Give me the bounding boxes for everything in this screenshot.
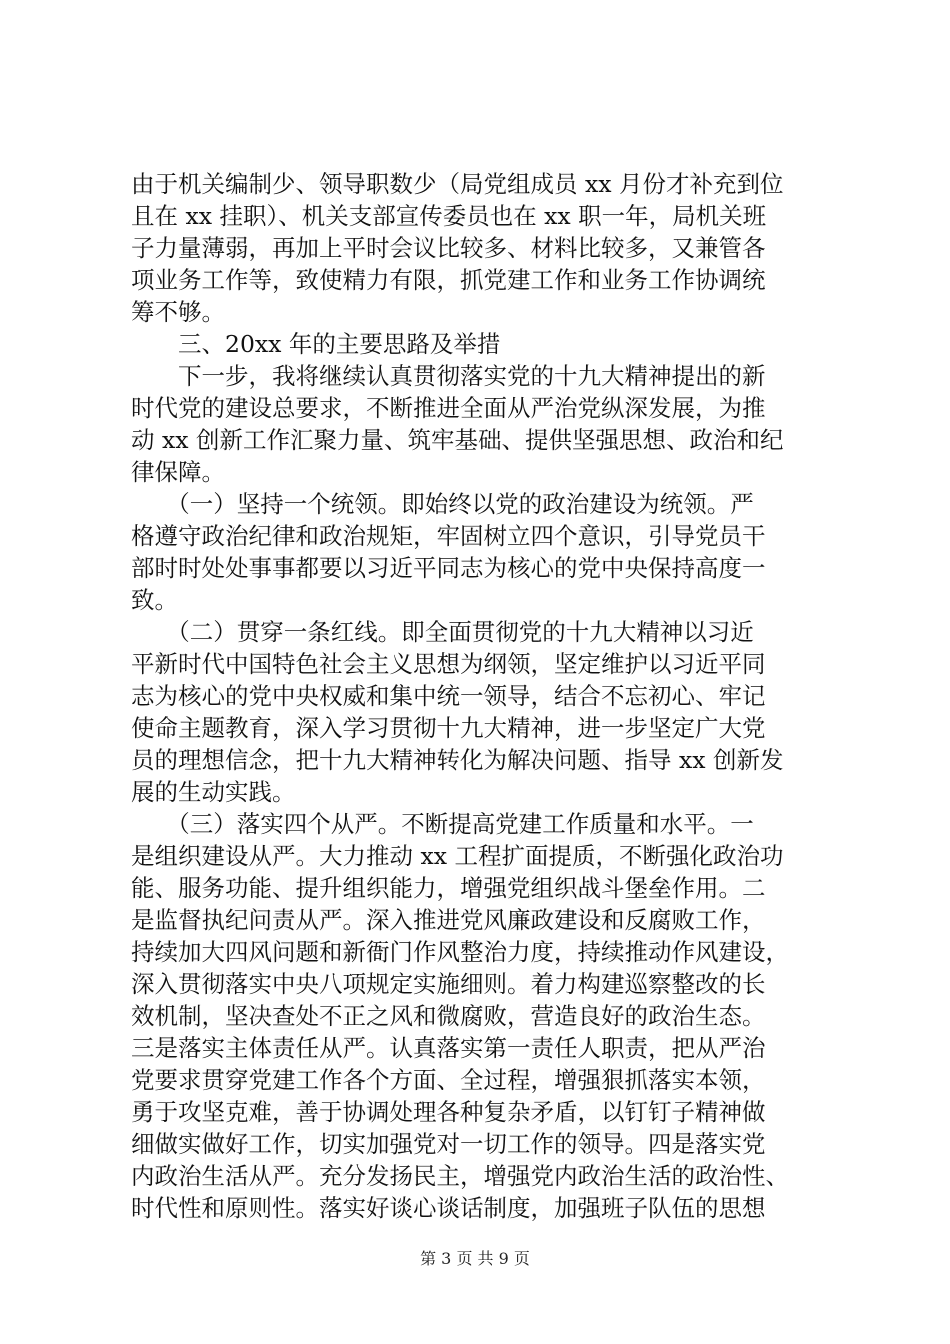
text-line: 展的生动实践。 — [131, 778, 296, 806]
text-line: 是组织建设从严。大力推动 xx 工程扩面提质，不断强化政治功 — [131, 842, 784, 870]
document-body — [131, 168, 831, 1224]
text-line: 内政治生活从严。充分发扬民主，增强党内政治生活的政治性、 — [131, 1162, 789, 1190]
text-line: （一）坚持一个统领。即始终以党的政治建设为统领。严 — [131, 490, 754, 518]
text-line: （二）贯穿一条红线。即全面贯彻党的十九大精神以习近 — [131, 618, 754, 646]
text-line: 是监督执纪问责从严。深入推进党风廉政建设和反腐败工作， — [131, 906, 766, 934]
page-footer: 第 3 页 共 9 页 — [420, 1249, 530, 1268]
text-line: 志为核心的党中央权威和集中统一领导，结合不忘初心、牢记 — [131, 682, 766, 710]
text-line: 三、20xx 年的主要思路及举措 — [131, 330, 501, 358]
text-line: （三）落实四个从严。不断提高党建工作质量和水平。一 — [131, 810, 754, 838]
text-line: 时代性和原则性。落实好谈心谈话制度，加强班子队伍的思想 — [131, 1194, 766, 1222]
text-line: 律保障。 — [131, 458, 225, 486]
text-line: 效机制，坚决查处不正之风和微腐败，营造良好的政治生态。 — [131, 1002, 766, 1030]
text-line: 子力量薄弱，再加上平时会议比较多、材料比较多，又兼管各 — [131, 234, 766, 262]
text-line: 三是落实主体责任从严。认真落实第一责任人职责，把从严治 — [131, 1034, 766, 1062]
text-line: 平新时代中国特色社会主义思想为纲领，坚定维护以习近平同 — [131, 650, 766, 678]
text-line: 部时时处处事事都要以习近平同志为核心的党中央保持高度一 — [131, 554, 766, 582]
text-line: 下一步，我将继续认真贯彻落实党的十九大精神提出的新 — [131, 362, 766, 390]
text-line: 项业务工作等，致使精力有限，抓党建工作和业务工作协调统 — [131, 266, 766, 294]
text-line: 时代党的建设总要求，不断推进全面从严治党纵深发展，为推 — [131, 394, 766, 422]
text-line: 由于机关编制少、领导职数少（局党组成员 xx 月份才补充到位 — [131, 170, 784, 198]
text-line: 致。 — [131, 586, 178, 614]
text-line: 能、服务功能、提升组织能力，增强党组织战斗堡垒作用。二 — [131, 874, 766, 902]
text-line: 且在 xx 挂职）、机关支部宣传委员也在 xx 职一年，局机关班 — [131, 202, 767, 230]
text-line: 党要求贯穿党建工作各个方面、全过程，增强狠抓落实本领， — [131, 1066, 766, 1094]
text-line: 格遵守政治纪律和政治规矩，牢固树立四个意识，引导党员干 — [131, 522, 766, 550]
text-line: 筹不够。 — [131, 298, 225, 326]
text-line: 使命主题教育，深入学习贯彻十九大精神，进一步坚定广大党 — [131, 714, 766, 742]
text-line: 持续加大四风问题和新衙门作风整治力度，持续推动作风建设， — [131, 938, 789, 966]
text-line: 深入贯彻落实中央八项规定实施细则。着力构建巡察整改的长 — [131, 970, 766, 998]
text-line: 勇于攻坚克难，善于协调处理各种复杂矛盾，以钉钉子精神做 — [131, 1098, 766, 1126]
text-line: 员的理想信念，把十九大精神转化为解决问题、指导 xx 创新发 — [131, 746, 784, 774]
text-line: 动 xx 创新工作汇聚力量、筑牢基础、提供坚强思想、政治和纪 — [131, 426, 784, 454]
text-line: 细做实做好工作，切实加强党对一切工作的领导。四是落实党 — [131, 1130, 766, 1158]
